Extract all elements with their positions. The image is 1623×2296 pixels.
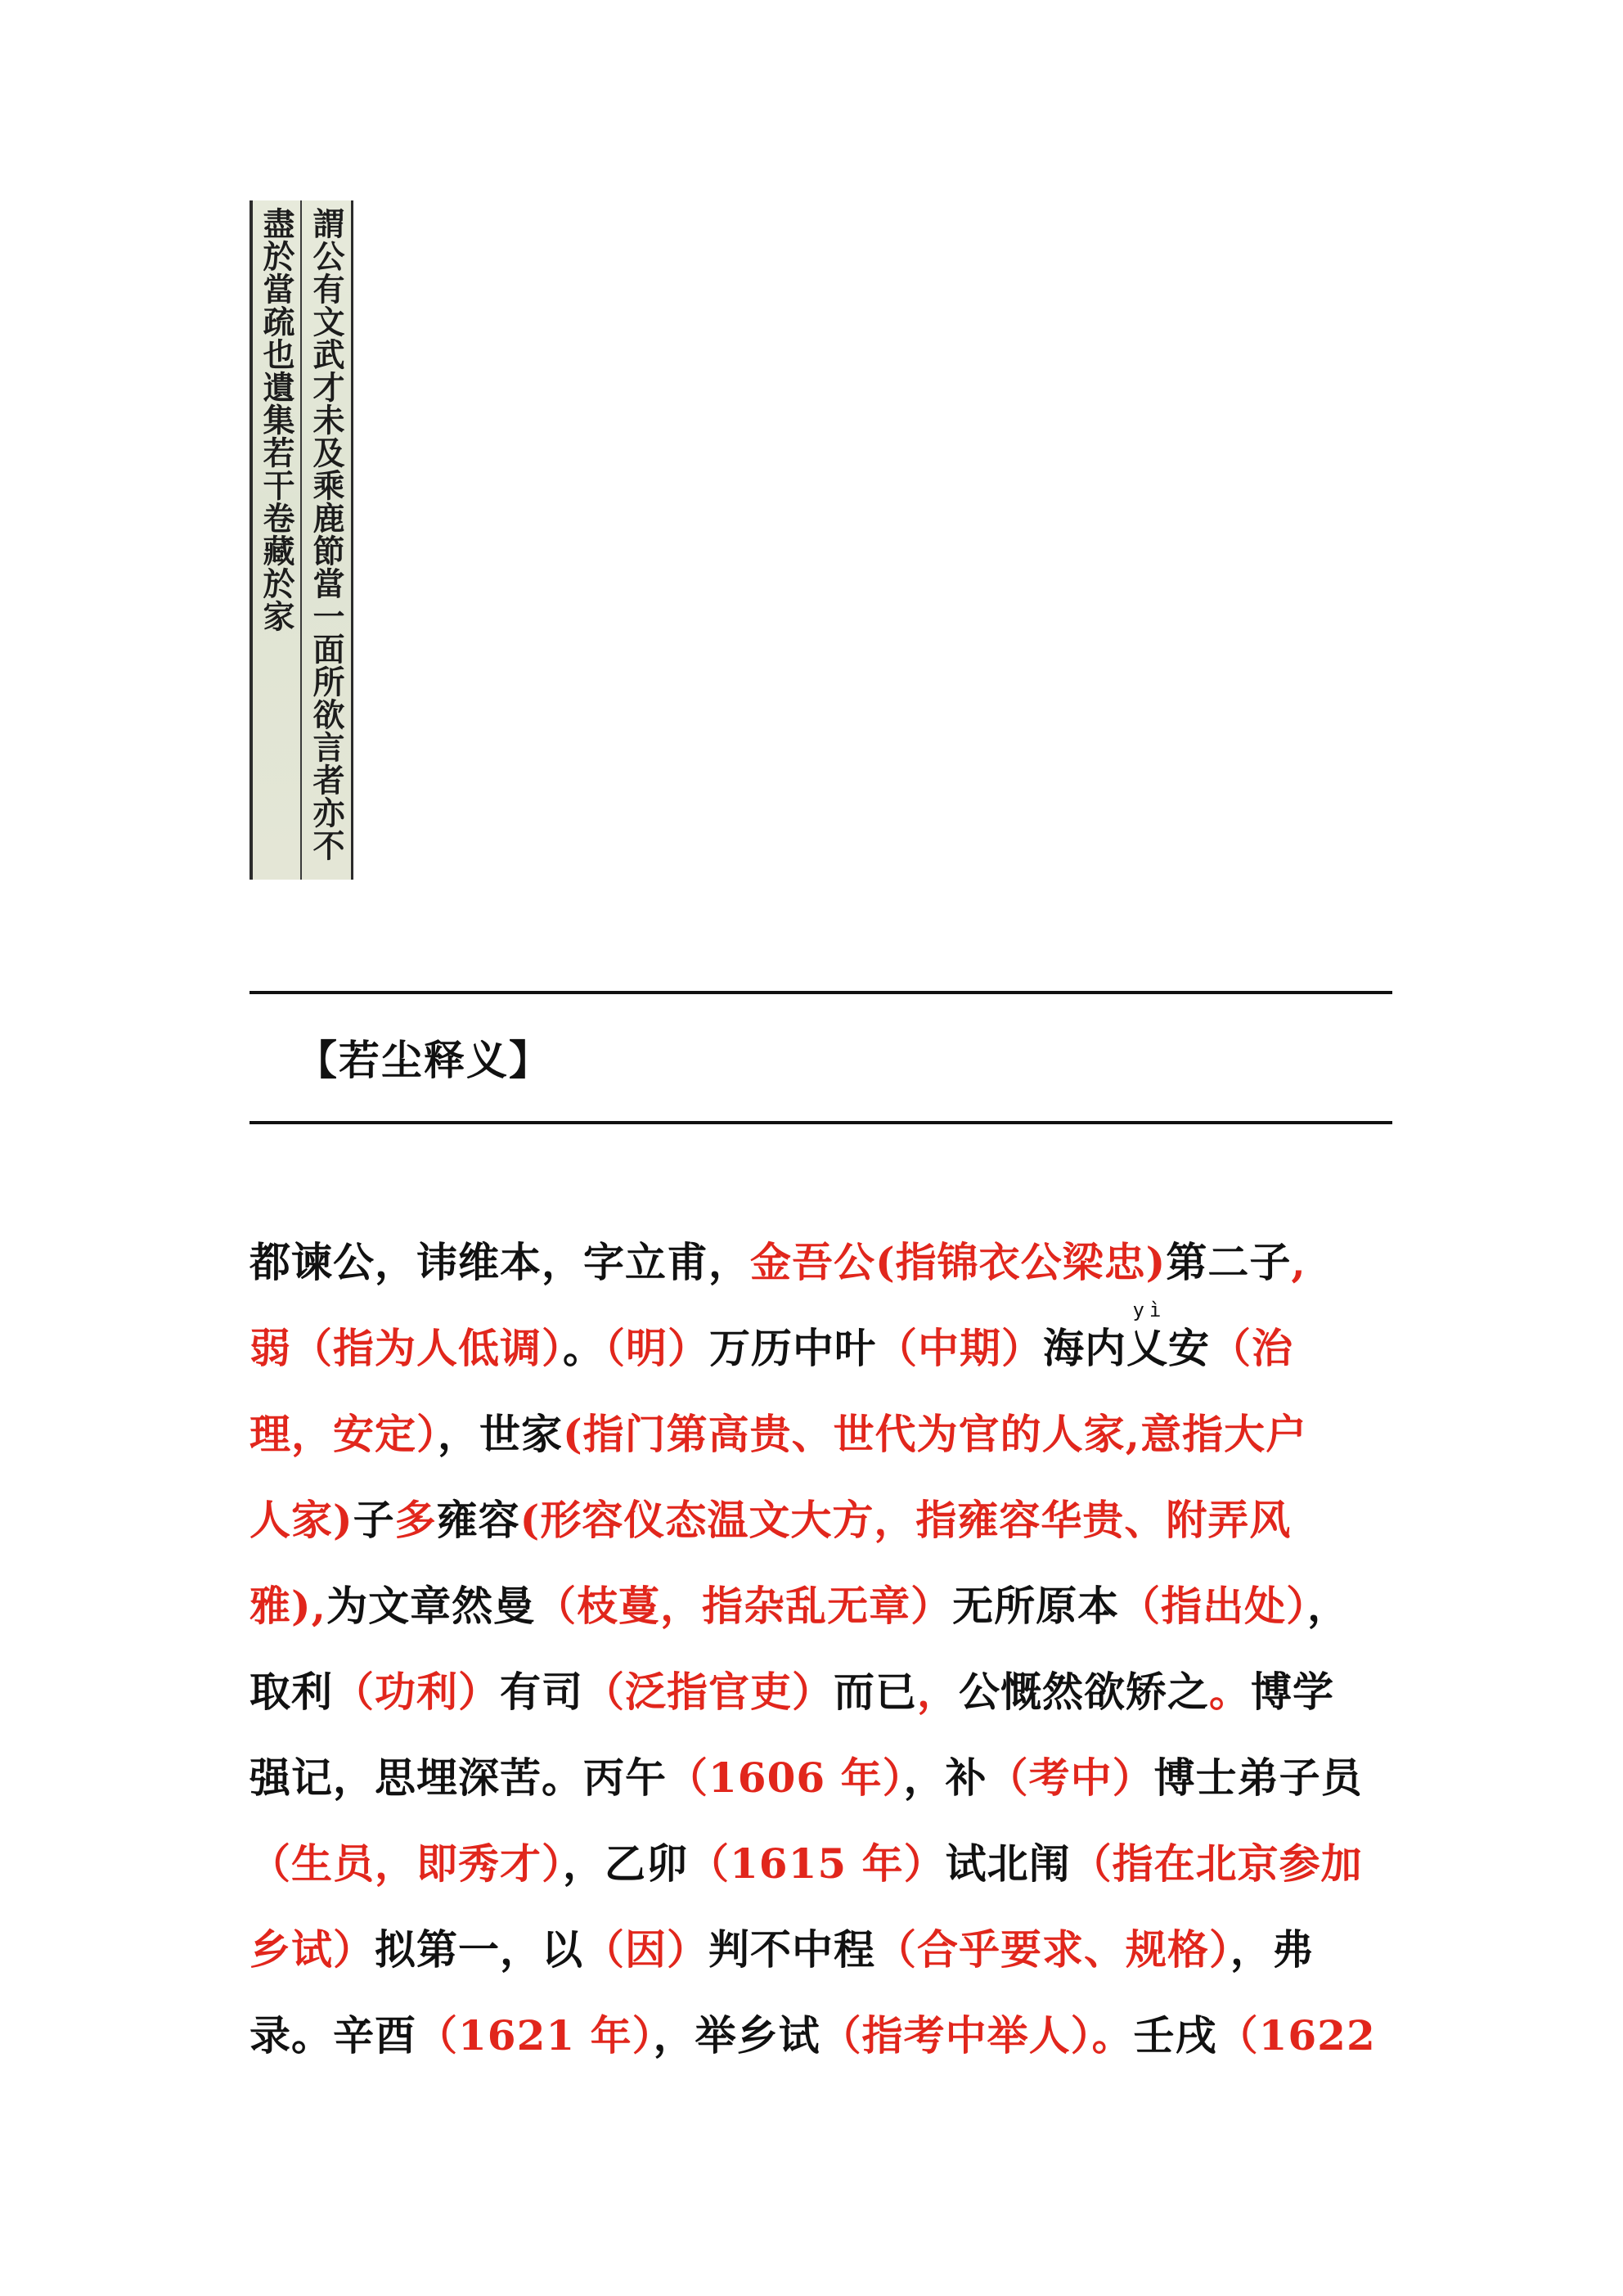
annotation-text: , (1291, 1238, 1306, 1286)
annotation-text: (形容仪态温文大方，指雍容华贵、附弄风 (519, 1496, 1292, 1544)
text-line (250, 1649, 1395, 1735)
text-line (250, 1391, 1395, 1477)
annotation-text: ， (917, 1668, 959, 1716)
annotation-text: （指在北京参加 (1070, 1839, 1363, 1888)
heading-rule-top (250, 991, 1392, 994)
annotation-text: 金吾公(指锦衣公梁忠) (750, 1238, 1167, 1286)
text-line (250, 1299, 1395, 1391)
original-text: 子 (353, 1496, 395, 1544)
heading-rule-bottom (250, 1121, 1392, 1124)
original-text: 有司 (500, 1668, 583, 1716)
annotation-text: （治 (1210, 1324, 1293, 1372)
original-text: 。 (563, 1324, 605, 1372)
original-text: 博士弟子员 (1153, 1754, 1363, 1802)
text-line (250, 1735, 1395, 1821)
original-text: ， (1307, 1582, 1350, 1630)
original-text: 无所原本 (952, 1582, 1120, 1630)
original-text: 取利 (250, 1668, 333, 1716)
text-line (250, 1821, 1395, 1907)
original-text: ，世家 (438, 1410, 563, 1458)
original-text: 博学 (1251, 1668, 1334, 1716)
annotation-text: （考中） (987, 1754, 1154, 1802)
annotation-text: (指门第高贵、世代为官的人家,意指大户 (563, 1410, 1308, 1458)
annotation-text: （合乎要求、规格） (875, 1925, 1230, 1974)
text-line (250, 1477, 1395, 1563)
annotation-text: 多 (394, 1496, 437, 1544)
annotation-text: （明） (605, 1324, 709, 1372)
annotation-text: （因） (583, 1925, 708, 1974)
annotation-text: （枝蔓，指杂乱无章） (535, 1582, 953, 1630)
classical-text-scan (250, 200, 353, 880)
annotation-text: 。 (1209, 1668, 1251, 1716)
annotation-text: （泛指官吏） (583, 1668, 834, 1716)
pinyin-ruby: yì (1132, 1299, 1167, 1321)
annotation-text: （中期） (876, 1324, 1043, 1372)
original-text: 壬戌 (1133, 2011, 1217, 2060)
annotation-text: （指出处） (1119, 1582, 1308, 1630)
text-line (250, 1219, 1395, 1305)
original-text: 判不中程 (708, 1925, 875, 1974)
annotation-text: （生员，即秀才） (250, 1839, 563, 1888)
original-text: 第二子 (1166, 1238, 1292, 1286)
annotation-text: （功利） (333, 1668, 500, 1716)
original-text: 为文章然曼 (326, 1582, 536, 1630)
original-text: ，举乡试 (653, 2011, 820, 2060)
annotation-text: 人家) (250, 1496, 353, 1544)
original-text: 强记，思埋深苦。丙午 (250, 1754, 667, 1802)
original-text: ，弗 (1230, 1925, 1314, 1974)
original-text: ，乙卯 (563, 1839, 688, 1888)
original-text: 而已 (834, 1668, 917, 1716)
annotation-text: （1606 年） (667, 1754, 904, 1802)
original-text: 录。辛酉 (250, 2011, 416, 2060)
scan-column-left: 盡於當疏也遺集若干卷藏於家 (258, 207, 295, 633)
text-line (250, 1992, 1395, 2078)
original-text: 万历中叶 (709, 1324, 876, 1372)
annotation-text: （1621 年） (416, 2011, 654, 2060)
annotation-text: 弱（指为人低调） (250, 1324, 563, 1372)
annotation-text: （1615 年） (688, 1839, 946, 1888)
annotation-text: 。 (1091, 2011, 1134, 2060)
text-line (250, 1563, 1395, 1649)
section-title: 【若尘释义】 (296, 1036, 551, 1084)
annotated-text-body (250, 1219, 1395, 2078)
scan-column-right: 謂公有文武才未及乘鹿節當一面所欲言者亦不 (308, 207, 345, 862)
annotation-text: 雅), (250, 1582, 327, 1630)
annotation-text: （指考中举人） (820, 2011, 1092, 2060)
scan-column-divider (300, 200, 302, 880)
original-text: ，补 (903, 1754, 987, 1802)
annotation-text: （1622 (1216, 2011, 1376, 2060)
annotation-text: 理，安定） (250, 1410, 438, 1458)
original-text: 公慨然欲矫之 (959, 1668, 1209, 1716)
original-text: 海内乂安 (1043, 1324, 1210, 1372)
original-text: 试北闱 (945, 1839, 1071, 1888)
text-line (250, 1907, 1395, 1992)
original-text: 都谏公，讳维本，字立甫， (250, 1238, 750, 1286)
original-text: 拟第一，以 (375, 1925, 583, 1974)
original-text: 雍容 (436, 1496, 520, 1544)
annotation-text: 乡试） (250, 1925, 375, 1974)
